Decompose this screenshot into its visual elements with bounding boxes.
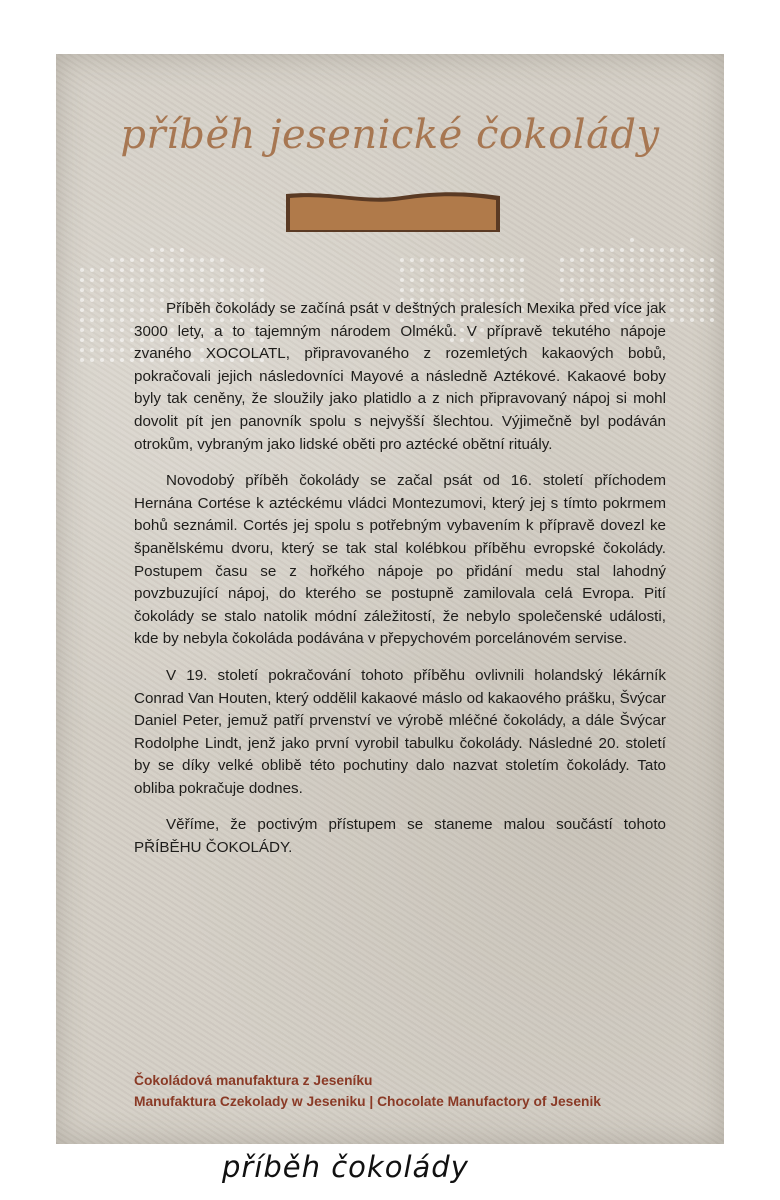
story-paragraph-2: Novodobý příběh čokolády se začal psát od 16. století příchodem Hernána Cortése k aztéckému vládci Montezumovi, který jej s tímto pokrmem bohů seznámil. Cortés jej spolu s potřebným vybavením k přípravě dovezl ke španělskému dvoru, který se tak stal kolébkou příběhu evropské čokolády. Postupem času se z hořkého nápoje po přidání medu stal lahodný povzbuzující nápoj, do kterého se postupně zamilovala celá Evropa. Pití čokolády se stalo natolik módní záležitostí, že nebylo společenské události, kde by nebyla čokoláda podávána v přepychovém porcelánovém servise. — [134, 472, 666, 648]
story-paragraph-3: V 19. století pokračování tohoto příběhu ovlivnili holandský lékárník Conrad Van Houten, který oddělil kakaové máslo od kakaového prášku, Švýcar Daniel Peter, jemuž patří prvenství ve výrobě mléčné čokolády, a dále Švýcar Rodolphe Lindt, jenž jako první vyrobil tabulku čokolády. Následné 20. století by se díky velké oblibě této pochutiny dalo nazvat stoletím čokolády. Tato obliba pokračuje dodnes. — [134, 666, 666, 797]
photo-caption: příběh čokolády — [222, 1150, 469, 1184]
story-paragraph-4: Věříme, že poctivým přístupem se staneme malou součástí tohoto PŘÍBĚHU ČOKOLÁDY. — [134, 816, 666, 857]
manufacturer-footer — [134, 1070, 694, 1112]
package-title: příběh jesenické čokolády — [120, 112, 660, 158]
packaging-card — [56, 54, 724, 1144]
footer-line-czech: Čokoládová manufaktura z Jeseníku — [134, 1073, 373, 1088]
footer-line-multilingual: Manufaktura Czekolady w Jeseniku | Chocolate Manufactory of Jesenik — [134, 1094, 601, 1109]
chocolate-window — [282, 188, 504, 236]
story-text — [134, 298, 666, 874]
story-paragraph-1: Příběh čokolády se začíná psát v deštných pralesích Mexika před více jak 3000 lety, a to tajemným národem Olméků. V přípravě tekutého nápoje zvaného XOCOLATL, připravovaného z rozemletých kakaových bobů, pokračovali jejich následovníci Mayové a následně Aztékové. Kakaové boby byly tak ceněny, že sloužily jako platidlo a z nich připravovaný nápoj si mohl dovolit pít jen panovník spolu s nejvyšší šlechtou. Výjimečně byl podáván otrokům, vybraným jako lidské oběti pro aztécké obětní rituály. — [134, 300, 666, 453]
